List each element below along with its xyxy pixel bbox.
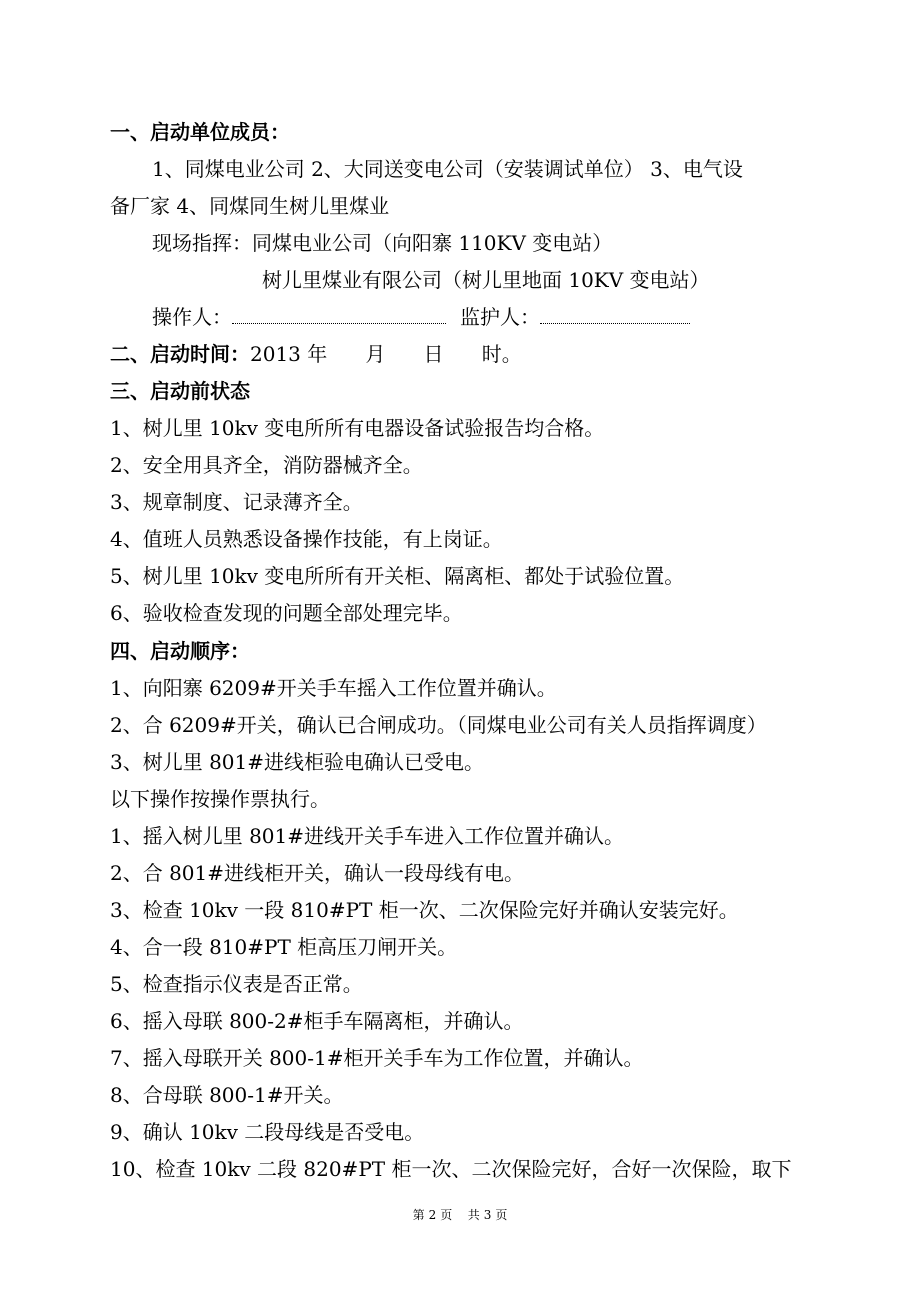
list-item: 2、安全用具齐全，消防器械齐全。 [110,453,423,477]
footer-total-unit: 页 [495,1208,508,1222]
footer-page-number: 2 [428,1208,437,1222]
ticket-note: 以下操作按操作票执行。 [110,787,330,811]
supervisor-label: 监护人： [460,305,540,329]
section2-line [110,340,522,368]
list-item: 1、树儿里 10kv 变电所所有电器设备试验报告均合格。 [110,416,605,440]
section3-heading: 三、启动前状态 [110,379,250,403]
operator-supervisor-line [152,303,690,331]
list-item: 3、树儿里 801#进线柜验电确认已受电。 [110,750,485,774]
list-item: 3、规章制度、记录薄齐全。 [110,490,363,514]
list-item: 10、检查 10kv 二段 820#PT 柜一次、二次保险完好，合好一次保险，取下 [110,1157,792,1181]
members-line1: 1、同煤电业公司 2、大同送变电公司（安装调试单位） 3、电气设 [152,157,743,181]
list-item: 4、合一段 810#PT 柜高压刀闸开关。 [110,935,458,959]
list-item: 4、值班人员熟悉设备操作技能，有上岗证。 [110,527,503,551]
list-item: 2、合 801#进线柜开关，确认一段母线有电。 [110,861,525,885]
list-item: 3、检查 10kv 一段 810#PT 柜一次、二次保险完好并确认安装完好。 [110,898,739,922]
section1-heading: 一、启动单位成员： [110,120,290,144]
list-item: 5、树儿里 10kv 变电所所有开关柜、隔离柜、都处于试验位置。 [110,564,685,588]
list-item: 1、向阳寨 6209#开关手车摇入工作位置并确认。 [110,676,557,700]
list-item: 8、合母联 800-1#开关。 [110,1083,344,1107]
operator-label: 操作人： [152,305,232,329]
supervisor-signature-blank [540,305,690,324]
list-item: 6、验收检查发现的问题全部处理完毕。 [110,601,463,625]
list-item: 7、摇入母联开关 800-1#柜开关手车为工作位置，并确认。 [110,1046,644,1070]
footer-page-unit: 页 [440,1208,453,1222]
list-item: 5、检查指示仪表是否正常。 [110,972,363,996]
list-item: 6、摇入母联 800-2#柜手车隔离柜，并确认。 [110,1009,524,1033]
footer-total-pages: 3 [483,1208,492,1222]
members-line2: 备厂家 4、同煤同生树儿里煤业 [110,194,390,218]
list-item: 9、确认 10kv 二段母线是否受电。 [110,1120,425,1144]
list-item: 2、合 6209#开关，确认已合闸成功。（同煤电业公司有关人员指挥调度） [110,713,767,737]
site-command-line1: 现场指挥：同煤电业公司（向阳寨 110KV 变电站） [152,231,613,255]
start-time-value: 2013 年 月 日 时。 [250,342,522,366]
section4-heading: 四、启动顺序： [110,639,250,663]
list-item: 1、摇入树儿里 801#进线开关手车进入工作位置并确认。 [110,824,625,848]
section2-heading: 二、启动时间： [110,342,250,366]
site-command-line2: 树儿里煤业有限公司（树儿里地面 10KV 变电站） [262,268,710,292]
operator-signature-blank [232,305,446,324]
page-footer [0,1207,920,1223]
footer-total-prefix: 共 [467,1208,480,1222]
footer-page-prefix: 第 [412,1208,425,1222]
